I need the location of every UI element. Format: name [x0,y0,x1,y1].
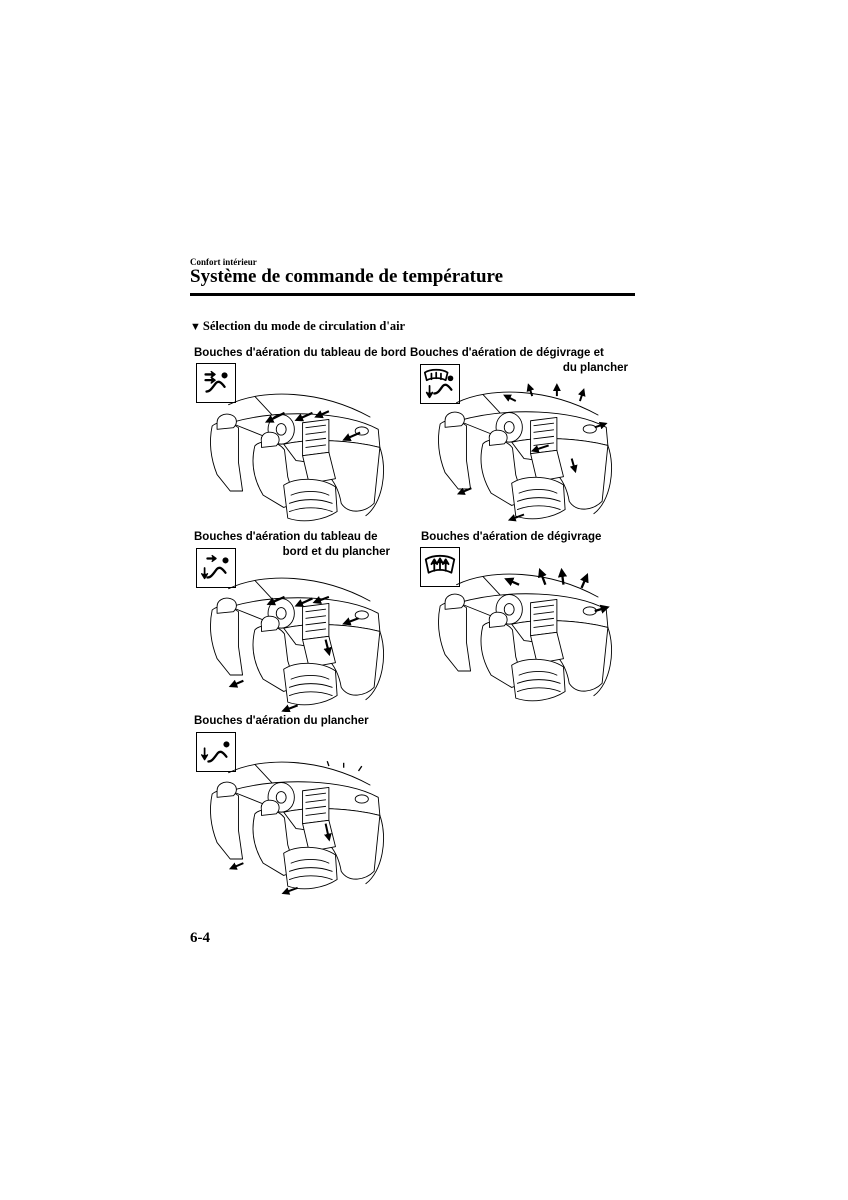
caption-defrost-vents: Bouches d'aération de dégivrage [421,531,602,543]
title-rule [190,293,635,296]
page-number: 6-4 [190,930,210,946]
floor-vents-illustration [186,748,406,896]
caption-bilevel-vents: Bouches d'aération du tableau de bord et du plancher [194,531,390,558]
section-label: Confort intérieur [190,257,257,267]
caption-floor-vents: Bouches d'aération du plancher [194,715,369,727]
defrost-vents-illustration [414,560,634,708]
triangle-marker-icon: ▼ [190,321,201,333]
caption-defrost-floor-vents: Bouches d'aération de dégivrage et du plancher [410,347,628,374]
dashboard-vents-illustration [186,380,406,528]
bilevel-vents-illustration [186,564,406,712]
caption-dashboard-vents: Bouches d'aération du tableau de bord [194,347,407,359]
subheading-text: Sélection du mode de circulation d'air [202,319,406,333]
subheading [190,319,405,334]
defrost-floor-vents-illustration [414,378,634,526]
page-title: Système de commande de température [190,266,504,287]
